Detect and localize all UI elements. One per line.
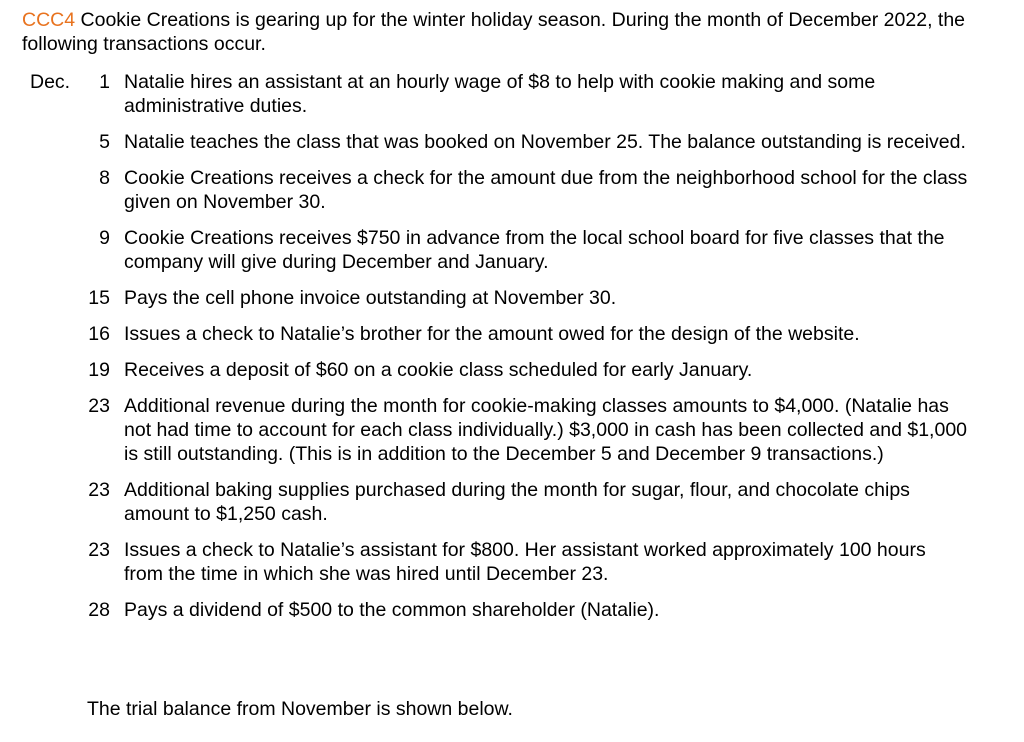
month-label: Dec. (30, 71, 71, 93)
transaction-day: 23 (88, 395, 110, 417)
transaction-item (0, 130, 1024, 154)
transaction-description: Issues a check to Natalie’s assistant for $800. Her assistant worked approximately 100 hours from the time in which she was hired until December 23. (124, 539, 926, 585)
transaction-description: Additional revenue during the month for cookie-making classes amounts to $4,000. (Natalie has not had time to account for each class individually.) $3,000 in cash has been collected and $1,000 is still outstanding. (This is in addition to the December 5 and December 9 transactions.) (124, 395, 968, 465)
transaction-description: Pays a dividend of $500 to the common shareholder (Natalie). (124, 599, 660, 621)
transaction-day: 8 (99, 167, 110, 189)
transaction-item (0, 394, 1024, 466)
transaction-description: Natalie teaches the class that was booked on November 25. The balance outstanding is received. (124, 131, 966, 153)
transaction-day: 15 (88, 287, 110, 309)
transaction-day: 1 (99, 71, 110, 93)
transaction-day: 23 (88, 479, 110, 501)
intro-text: Cookie Creations is gearing up for the winter holiday season. During the month of December 2022, the following transactions occur. (22, 9, 966, 55)
closing-statement: The trial balance from November is shown below. (87, 698, 513, 720)
transaction-item (0, 226, 1024, 274)
transaction-item (0, 538, 1024, 586)
transaction-day: 16 (88, 323, 110, 345)
problem-code: CCC4 (22, 9, 76, 31)
transaction-item (0, 598, 1024, 622)
transaction-day: 28 (88, 599, 110, 621)
transaction-item (0, 166, 1024, 214)
transaction-day: 19 (88, 359, 110, 381)
transaction-day: 9 (99, 227, 110, 249)
transaction-description: Cookie Creations receives $750 in advance from the local school board for five classes that the company will give during December and January. (124, 227, 945, 273)
transaction-description: Additional baking supplies purchased during the month for sugar, flour, and chocolate chips amount to $1,250 cash. (124, 479, 910, 525)
problem-intro (22, 8, 1012, 56)
transaction-day: 5 (99, 131, 110, 153)
transaction-description: Receives a deposit of $60 on a cookie class scheduled for early January. (124, 359, 753, 381)
transaction-description: Cookie Creations receives a check for the amount due from the neighborhood school for the class given on November 30. (124, 167, 968, 213)
transaction-description: Natalie hires an assistant at an hourly wage of $8 to help with cookie making and some administrative duties. (124, 71, 876, 117)
transaction-list (0, 70, 1024, 634)
transaction-item (0, 478, 1024, 526)
transaction-description: Issues a check to Natalie’s brother for the amount owed for the design of the website. (124, 323, 860, 345)
transaction-item (0, 286, 1024, 310)
transaction-item (0, 70, 1024, 118)
transaction-item (0, 322, 1024, 346)
transaction-item (0, 358, 1024, 382)
transaction-day: 23 (88, 539, 110, 561)
transaction-description: Pays the cell phone invoice outstanding at November 30. (124, 287, 617, 309)
